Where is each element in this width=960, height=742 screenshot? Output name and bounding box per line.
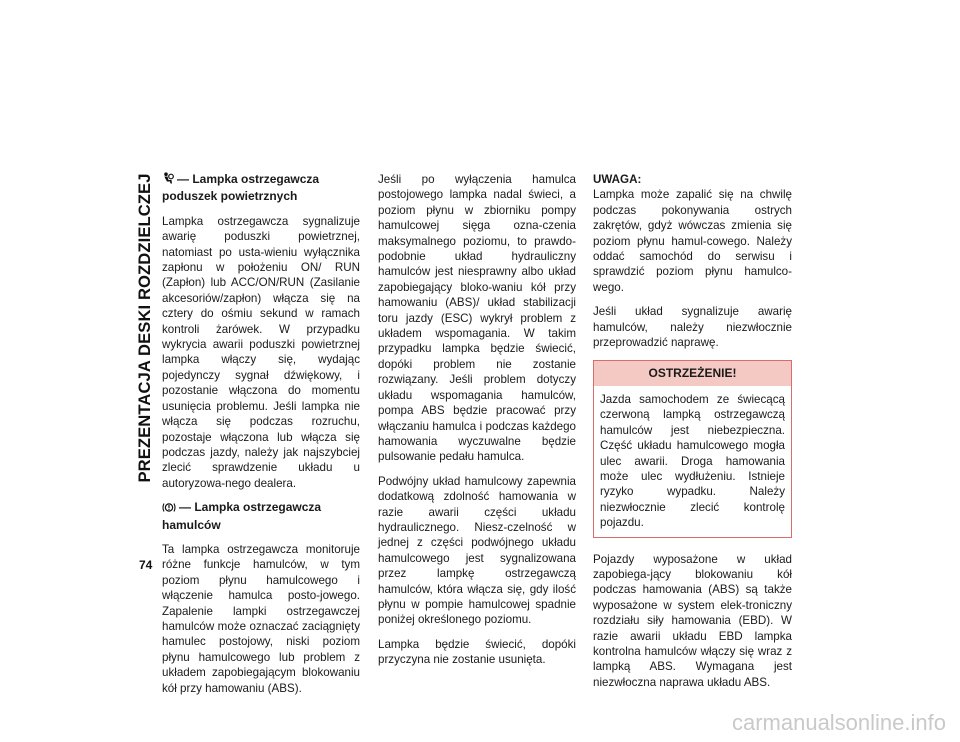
section-side-title bbox=[132, 160, 158, 495]
airbag-paragraph: Lampka ostrzegawcza sygnalizuje awarię poduszki powietrznej, natomiast po usta-wieniu wyłącznika zapłonu w położeniu ON/ RUN (Zapłon) lub ACC/ON/RUN (Zasilanie akcesoriów/zapłon) włącza się na cztery do ośmiu sekund w ramach kontroli żarówek. W przypadku wykrycia awarii poduszki powietrznej lampka włączy się, wydając pojedynczy sygnał dźwiękowy, i pozostanie włączona do momentu usunięcia problemu. Jeśli lampka nie włącza się podczas rozruchu, pozostaje włączona lub włącza się podczas jazdy, należy jak najszybciej zlecić sprawdzenie układu u autoryzowa-nego dealera. bbox=[162, 214, 360, 490]
column2-paragraph-2: Podwójny układ hamulcowy zapewnia dodatkową zdolność hamowania w razie awarii części układu hydraulicznego. Niesz-czelność w jednej z części podwójnego układu hamulcowego jest sygnalizowana przez lampkę ostrzegawczą hamulców, która włącza się, gdy ilość płynu w pompie hamulcowej spadnie poniżej określonego poziomu. bbox=[378, 474, 576, 627]
brake-heading-text: — Lampka ostrzegawcza hamulców bbox=[162, 500, 322, 532]
brake-heading bbox=[162, 500, 360, 533]
warning-text: Jazda samochodem ze świecącą czerwoną lampką ostrzegawczą hamulców jest niebezpieczna. Część układu hamulcowego mogła ulec awarii. Droga hamowania może ulec wydłużeniu. Istnieje ryzyko wypadku. Należy niezwłocznie zlecić kontrolę pojazdu. bbox=[600, 392, 785, 530]
airbag-heading-text: — Lampka ostrzegawcza poduszek powietrznych bbox=[162, 172, 320, 204]
column2-paragraph-1: Jeśli po wyłączenia hamulca postojowego lampka nadal świeci, a poziom płynu w zbiorniku pompy hamulcowej sięga ozna-czenia maksymalnego poziomu, to prawdo-podobnie układ hydrauliczny hamulców jest niesprawny albo układ zapobiegający bloko-waniu kół przy hamowaniu (ABS)/ układ stabilizacji toru jazdy (ESC) wykrył problem z układem wspomagania. W takim przypadku lampka będzie świecić, dopóki problem nie zostanie rozwiązany. Jeśli problem dotyczy układu wspomagania hamulców, pompa ABS będzie pracować przy włączaniu hamulca i podczas każdego hamowania wyczuwalne będzie pulsowanie pedału hamulca. bbox=[378, 173, 576, 464]
column2-paragraph-3: Lampka będzie świecić, dopóki przyczyna nie zostanie usunięta. bbox=[378, 637, 576, 667]
column-3 bbox=[593, 172, 792, 699]
column3-paragraph-3: Pojazdy wyposażone w układ zapobiega-jący blokowaniu kół podczas hamowania (ABS) są także wyposażone w system elek-troniczny rozdziału siły hamowania (EBD). W razie awarii układu EBD lampka kontrolna hamulców włączy się wraz z lampką ABS. Wymagana jest niezwłoczna naprawa układu ABS. bbox=[593, 552, 792, 689]
section-side-title-text: PREZENTACJA DESKI ROZDZIELCZEJ bbox=[135, 172, 154, 483]
column3-paragraph-2: Jeśli układ sygnalizuje awarię hamulców, należy niezwłocznie przeprowadzić naprawę. bbox=[593, 305, 792, 350]
column-1 bbox=[162, 172, 360, 705]
brake-warning-icon bbox=[162, 502, 176, 517]
warning-box bbox=[593, 360, 792, 537]
note-paragraph: Lampka może zapalić się na chwilę podczas pokonywania ostrych zakrętów, gdyż wówczas zmienia się poziom płynu hamul-cowego. Należy oddać samochód do serwisu i sprawdzić poziom płynu hamulco-wego. bbox=[593, 188, 792, 294]
brake-paragraph: Ta lampka ostrzegawcza monitoruje różne funkcje hamulców, w tym poziom płynu hamulcowego i włączenie hamulca posto-jowego. Zapalenie lampki ostrzegawczej hamulców może oznaczać zaciągnięty hamulec postojowy, niski poziom płynu hamulcowego lub problem z układem zapobiegającym blokowaniu kół przy hamowaniu (ABS). bbox=[162, 542, 360, 695]
airbag-icon bbox=[162, 172, 174, 189]
note-label: UWAGA: bbox=[593, 173, 642, 186]
column-2 bbox=[378, 172, 576, 677]
footer-watermark: carmanualsonline.info bbox=[731, 710, 946, 735]
airbag-heading bbox=[162, 172, 360, 205]
page-number: 74 bbox=[139, 558, 153, 572]
warning-title: OSTRZEŻENIE! bbox=[594, 361, 791, 385]
